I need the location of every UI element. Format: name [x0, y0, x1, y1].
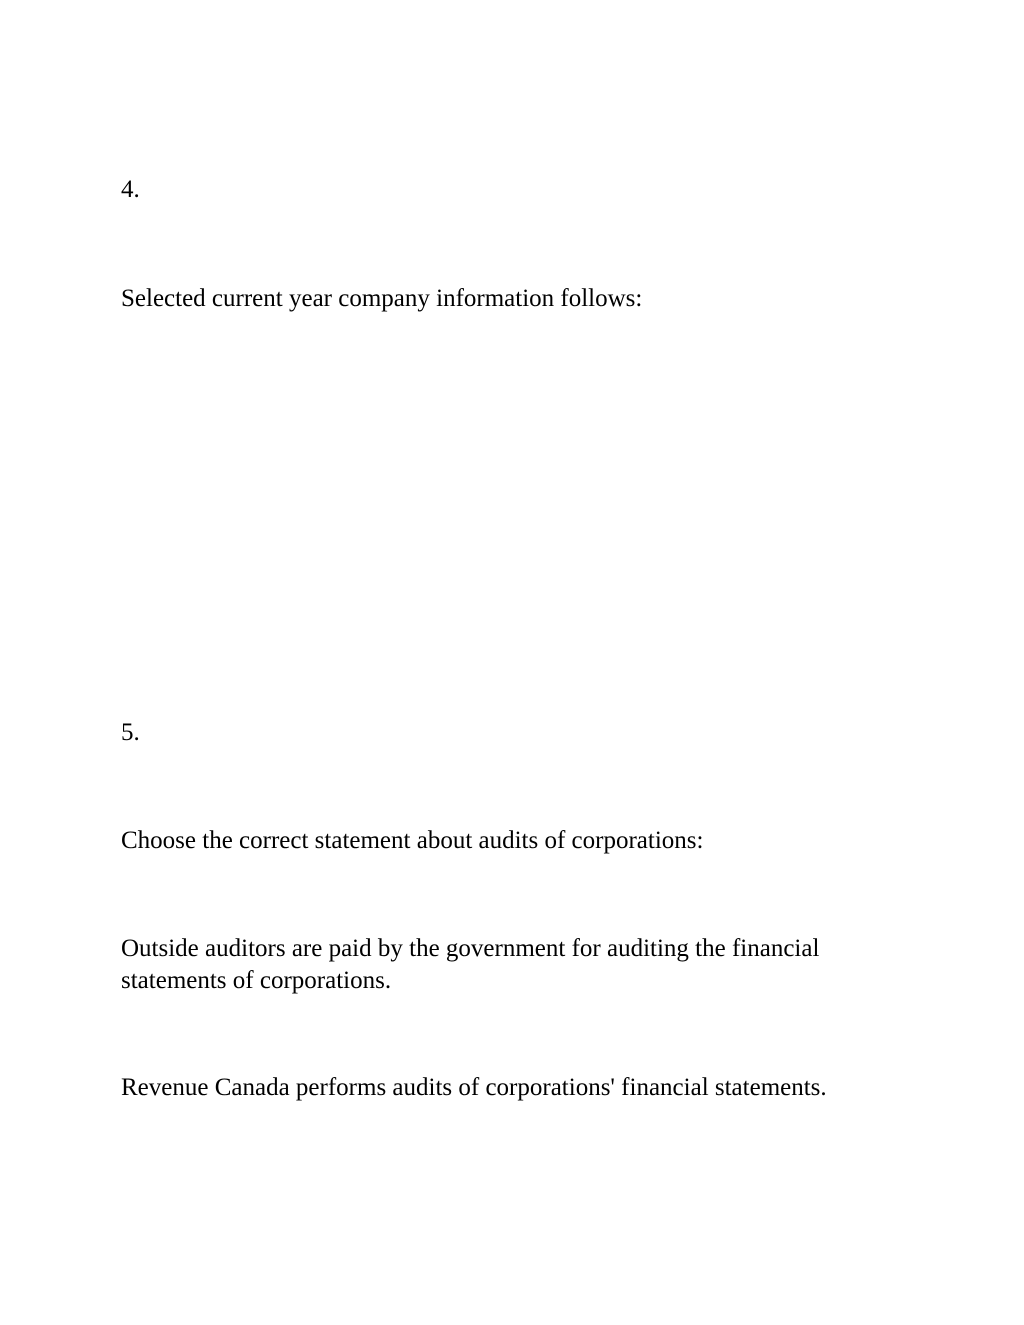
question-5-text: Choose the correct statement about audits of corporations: — [121, 827, 704, 854]
question-5-option-1: Outside auditors are paid by the government for auditing the financial statements of corporations. — [121, 935, 820, 994]
question-4-text: Selected current year company information follows: — [121, 285, 643, 312]
question-5-option-2: Revenue Canada performs audits of corporations' financial statements. — [121, 1074, 827, 1101]
question-4-number: 4. — [121, 176, 140, 203]
question-5-number: 5. — [121, 719, 140, 746]
